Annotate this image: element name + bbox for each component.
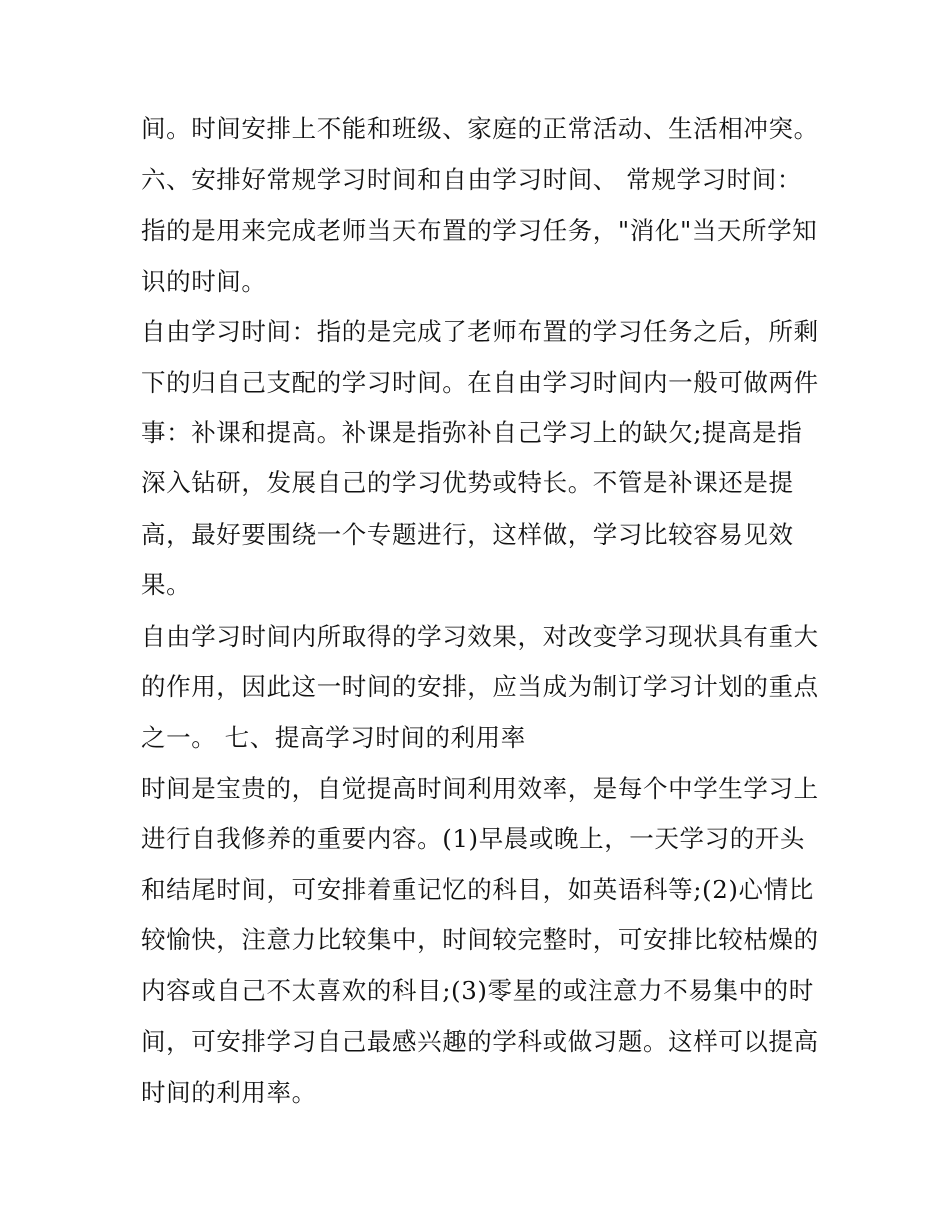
text-line: 深入钻研，发展自己的学习优势或特长。不管是补课还是提 xyxy=(141,468,794,497)
text-line: 进行自我修养的重要内容。(1)早晨或晚上，一天学习的开头 xyxy=(141,824,806,853)
text-line: 识的时间。 xyxy=(141,267,267,296)
text-line: 六、安排好常规学习时间和自由学习时间、 常规学习时间： xyxy=(141,165,802,194)
text-line: 高，最好要围绕一个专题进行，这样做，学习比较容易见效 xyxy=(141,520,794,549)
text-line: 之一。 七、提高学习时间的利用率 xyxy=(141,723,526,752)
text-line: 事：补课和提高。补课是指弥补自己学习上的缺欠;提高是指 xyxy=(141,418,803,447)
text-line: 间，可安排学习自己最感兴趣的学科或做习题。这样可以提高 xyxy=(141,1027,819,1056)
text-line: 和结尾时间，可安排着重记忆的科目，如英语科等;(2)心情比 xyxy=(141,875,814,904)
text-line: 时间是宝贵的，自觉提高时间利用效率，是每个中学生学习上 xyxy=(141,774,819,803)
text-line: 果。 xyxy=(141,570,192,599)
text-line: 较愉快，注意力比较集中，时间较完整时，可安排比较枯燥的 xyxy=(141,925,819,954)
text-line: 指的是用来完成老师当天布置的学习任务，"消化"当天所学知 xyxy=(141,216,818,245)
text-line: 间。时间安排上不能和班级、家庭的正常活动、生活相冲突。 xyxy=(141,114,819,143)
text-line: 时间的利用率。 xyxy=(141,1078,317,1107)
text-line: 的作用，因此这一时间的安排，应当成为制订学习计划的重点 xyxy=(141,672,819,701)
text-line: 内容或自己不太喜欢的科目;(3)零星的或注意力不易集中的时 xyxy=(141,976,814,1005)
text-line: 自由学习时间内所取得的学习效果，对改变学习现状具有重大 xyxy=(141,622,819,651)
text-line: 自由学习时间：指的是完成了老师布置的学习任务之后，所剩 xyxy=(141,317,819,346)
text-line: 下的归自己支配的学习时间。在自由学习时间内一般可做两件 xyxy=(141,368,819,397)
